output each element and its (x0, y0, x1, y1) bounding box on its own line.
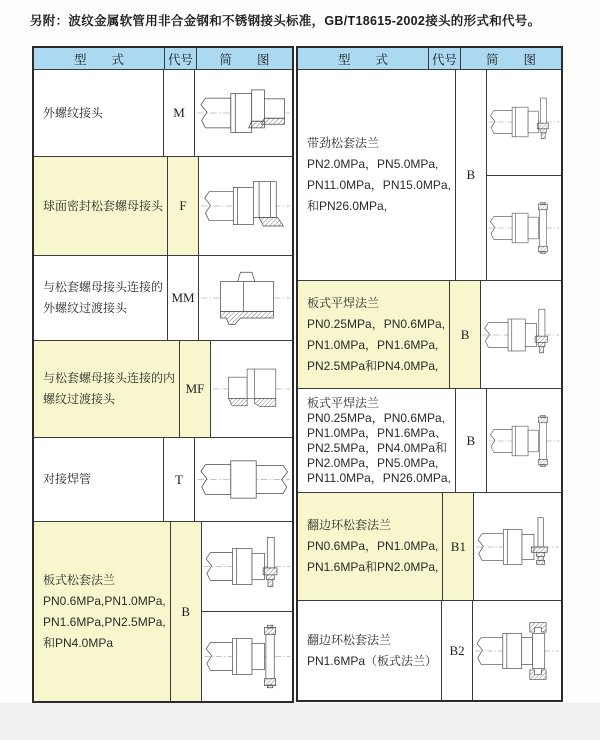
male-thread-fitting-diagram (195, 70, 292, 156)
plate-loose-flange-stub-up-diagram (202, 522, 292, 611)
fitting-diagram-cell (202, 522, 292, 701)
fitting-diagram-cell (211, 341, 292, 437)
fitting-diagram-cell (473, 601, 561, 700)
neck-loose-flange-double-bolt-diagram (487, 175, 561, 281)
table-row (298, 601, 561, 700)
fitting-type-cell (298, 281, 450, 388)
table-row (34, 70, 292, 157)
table-row (34, 438, 292, 522)
fitting-type-cell (34, 341, 180, 437)
table-row (34, 341, 292, 438)
left-table-body (34, 70, 292, 701)
fitting-type-line: PN0.25MPa，PN0.6MPa, (307, 316, 446, 331)
fitting-type-line: PN1.0MPa，PN1.6MPa, (307, 337, 439, 352)
fitting-type-line: 板式松套法兰 (43, 572, 116, 587)
fittings-table-left (32, 46, 294, 703)
header-type: 型 式 (298, 48, 429, 69)
male-female-transition-fitting-diagram (211, 341, 292, 437)
header-diagram: 简 图 (219, 52, 270, 67)
fitting-type-line: PN11.0MPa，PN15.0MPa, (307, 178, 451, 192)
fitting-code-cell: B1 (443, 493, 474, 600)
fitting-type-line: PN1.6MPa（板式法兰） (307, 653, 438, 668)
fitting-diagram-cell (195, 70, 292, 156)
fitting-type-line: PN2.0MPa，PN5.0MPa, (307, 455, 439, 470)
header-type: 型 式 (34, 48, 165, 69)
fitting-diagram-cell (199, 256, 292, 340)
table-row (298, 493, 561, 601)
fitting-type-line: PN1.0MPa，PN1.6MPa、 (307, 425, 448, 440)
table-header-row (298, 48, 561, 70)
fitting-type-line: PN0.6MPa,PN1.0MPa, (43, 593, 166, 608)
fitting-type-line: PN0.25MPa，PN0.6MPa, (307, 410, 446, 425)
table-row (298, 389, 561, 493)
plate-weld-flange-stub-up-diagram (481, 281, 561, 388)
fitting-code-cell: MM (168, 256, 199, 340)
fitting-type-line: 带劲松套法兰 (307, 136, 380, 150)
fitting-code-cell: M (164, 70, 195, 156)
male-male-transition-fitting-diagram (199, 256, 292, 340)
lap-ring-loose-flange-diagram (474, 493, 561, 600)
fitting-code-cell: B (456, 389, 487, 492)
fitting-type-line: 与松套螺母接头连接的内 (43, 371, 176, 385)
fitting-code-cell: F (168, 157, 199, 255)
fitting-type-line: 和PN26.0MPa, (307, 199, 388, 213)
fitting-type-line: 螺纹过渡接头 (43, 392, 116, 406)
fitting-type-cell (34, 70, 164, 156)
fitting-diagram-cell (195, 438, 292, 521)
header-diagram: 简 图 (485, 52, 536, 67)
fitting-code-cell: B (450, 281, 481, 388)
fitting-type-line: 球面密封松套螺母接头 (43, 198, 164, 213)
butt-weld-pipe-diagram (195, 438, 292, 521)
fitting-type-line: PN2.0MPa，PN5.0MPa, (307, 157, 439, 171)
fitting-diagram-cell (487, 389, 561, 492)
fitting-code-cell: MF (180, 341, 211, 437)
table-row (34, 256, 292, 341)
neck-loose-flange-stub-up-diagram (487, 70, 561, 175)
fitting-type-line: 外螺纹过渡接头 (43, 301, 128, 315)
table-row (298, 281, 561, 389)
fitting-type-line: PN1.6MPa,PN2.5MPa, (43, 614, 166, 629)
plate-loose-flange-double-bolt-diagram (202, 611, 292, 701)
page-title: 另附：波纹金属软管用非合金钢和不锈钢接头标准，GB/T18615-2002接头的形式和代号。 (30, 14, 541, 28)
plate-weld-flange-double-bolt-diagram (487, 389, 561, 492)
fitting-type-cell (298, 601, 442, 700)
fitting-type-cell (34, 522, 171, 701)
fitting-diagram-cell (481, 281, 561, 388)
right-table-body (298, 70, 561, 700)
fitting-code-cell: T (164, 438, 195, 521)
fitting-type-line: 对接焊管 (43, 472, 92, 486)
table-row (34, 522, 292, 701)
fitting-type-line: PN2.5MPa和PN4.0MPa, (307, 358, 439, 373)
table-row (298, 70, 561, 281)
table-row (34, 157, 292, 256)
header-code: 代号 (165, 48, 197, 69)
fitting-type-line: 板式平焊法兰 (307, 395, 380, 410)
fitting-code-cell: B2 (442, 601, 473, 700)
fitting-diagram-cell (487, 70, 561, 280)
fitting-diagram-cell (474, 493, 561, 600)
fitting-type-line: 板式平焊法兰 (307, 295, 380, 310)
fitting-type-line: 翻边环松套法兰 (307, 632, 392, 647)
lap-ring-plate-flange-diagram (473, 601, 561, 700)
table-header-row (34, 48, 292, 70)
fitting-type-line: 和PN4.0MPa (43, 635, 114, 650)
fitting-type-cell (298, 389, 456, 492)
fitting-type-line: 外螺纹接头 (43, 105, 104, 120)
fitting-type-cell (34, 157, 168, 255)
fitting-type-line: PN0.6MPa，PN1.0MPa, (307, 539, 439, 553)
page-bottom-margin (0, 703, 600, 740)
fitting-type-line: 翻边环松套法兰 (307, 518, 392, 532)
fitting-diagram-cell (199, 157, 292, 255)
fitting-type-line: PN11.0MPa，PN26.0MPa, (307, 470, 451, 485)
fitting-type-line: PN2.5MPa，PN4.0MPa和 (307, 440, 448, 455)
fittings-table-right (296, 46, 563, 702)
fitting-type-cell (298, 70, 456, 280)
fitting-type-cell (298, 493, 443, 600)
header-code: 代号 (429, 48, 461, 69)
fitting-code-cell: B (456, 70, 487, 280)
fitting-type-line: PN1.6MPa和PN2.0MPa, (307, 560, 439, 574)
fitting-type-line: 与松套螺母接头连接的 (43, 280, 164, 294)
fitting-code-cell: B (171, 522, 202, 701)
spherical-seal-loose-nut-fitting-diagram (199, 157, 292, 255)
fitting-type-cell (34, 438, 164, 521)
fitting-type-cell (34, 256, 168, 340)
